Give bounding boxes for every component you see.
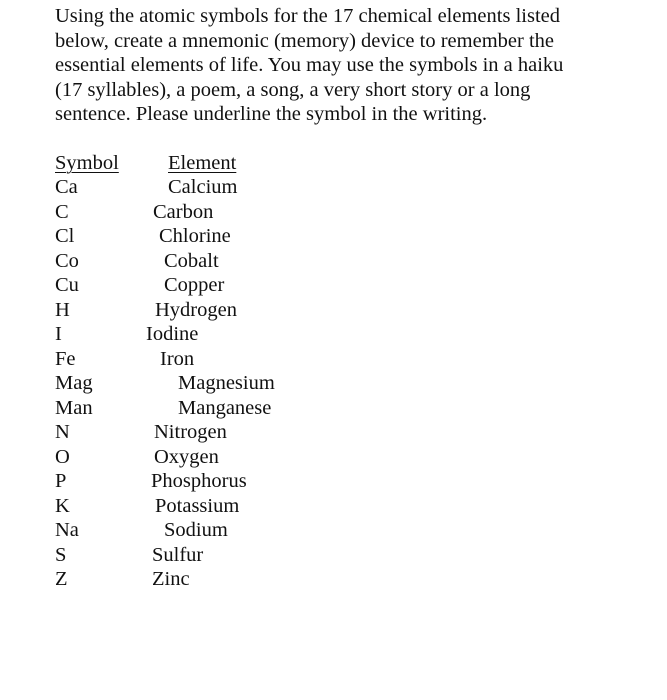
instructions-line: below, create a mnemonic (memory) device to remember the xyxy=(55,29,554,52)
instructions-line: sentence. Please underline the symbol in the writing. xyxy=(55,103,488,126)
symbol-cell: C xyxy=(55,201,69,223)
symbol-cell: Mag xyxy=(55,372,93,394)
symbol-cell: Ca xyxy=(55,176,78,198)
element-cell: Phosphorus xyxy=(151,470,247,492)
element-cell: Manganese xyxy=(178,397,272,419)
element-cell: Iodine xyxy=(146,323,199,345)
instructions-line: (17 syllables), a poem, a song, a very short story or a long xyxy=(55,78,531,101)
symbol-cell: K xyxy=(55,495,70,517)
symbol-cell: Z xyxy=(55,568,68,590)
element-cell: Sulfur xyxy=(152,544,204,566)
symbol-cell: I xyxy=(55,323,62,345)
symbol-cell: H xyxy=(55,299,70,321)
element-cell: Carbon xyxy=(153,201,214,223)
symbol-cell: Fe xyxy=(55,348,76,370)
element-cell: Calcium xyxy=(168,176,238,198)
symbol-cell: O xyxy=(55,446,70,468)
symbol-cell: Cu xyxy=(55,274,79,296)
element-cell: Nitrogen xyxy=(154,421,227,443)
element-cell: Hydrogen xyxy=(155,299,237,321)
element-cell: Cobalt xyxy=(164,250,219,272)
element-cell: Oxygen xyxy=(154,446,219,468)
symbol-column-header: Symbol xyxy=(55,152,119,174)
symbol-cell: Co xyxy=(55,250,79,272)
symbol-cell: S xyxy=(55,544,67,566)
instructions-line: essential elements of life. You may use the symbols in a haiku xyxy=(55,54,564,77)
symbol-cell: Na xyxy=(55,519,79,541)
element-cell: Zinc xyxy=(152,568,190,590)
element-cell: Chlorine xyxy=(159,225,231,247)
element-cell: Magnesium xyxy=(178,372,275,394)
element-column-header: Element xyxy=(168,152,237,174)
element-cell: Copper xyxy=(164,274,225,296)
element-cell: Iron xyxy=(160,348,195,370)
symbol-cell: Man xyxy=(55,397,93,419)
instructions-line: Using the atomic symbols for the 17 chemical elements listed xyxy=(55,5,560,27)
element-cell: Sodium xyxy=(164,519,228,541)
symbol-cell: Cl xyxy=(55,225,75,247)
symbol-cell: N xyxy=(55,421,70,443)
element-cell: Potassium xyxy=(155,495,240,517)
symbol-cell: P xyxy=(55,470,67,492)
